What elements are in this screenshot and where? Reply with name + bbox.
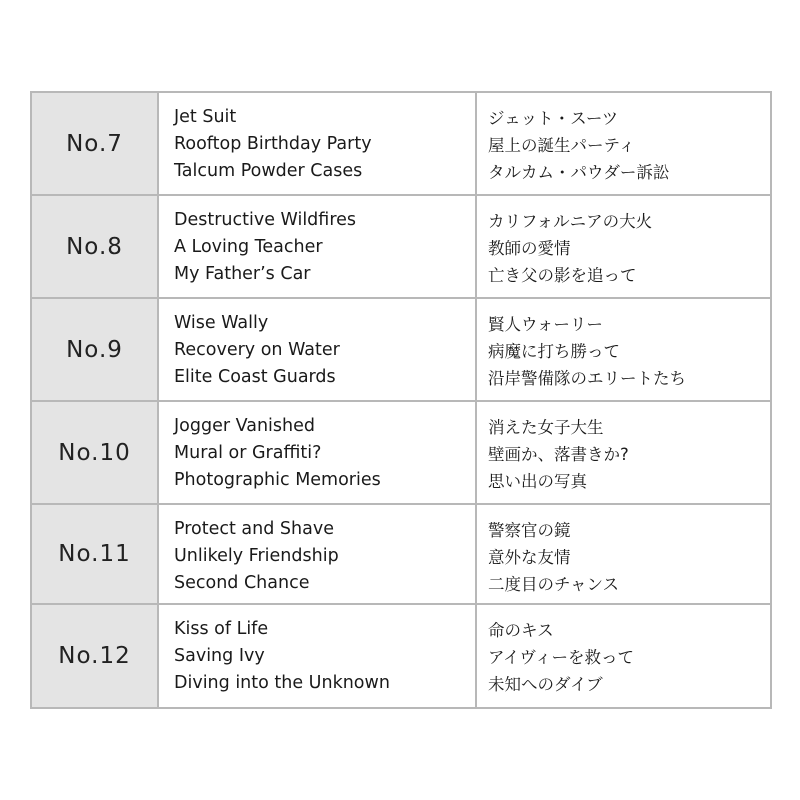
english-title: Photographic Memories bbox=[174, 470, 381, 490]
japanese-title: 教師の愛情 bbox=[488, 239, 571, 258]
table-row bbox=[31, 401, 771, 504]
english-title: My Father’s Car bbox=[174, 264, 311, 284]
english-titles-cell bbox=[158, 195, 476, 298]
english-title: Second Chance bbox=[174, 573, 310, 593]
english-title: Jet Suit bbox=[174, 107, 237, 127]
japanese-title: 未知へのダイブ bbox=[488, 675, 603, 694]
english-title: Mural or Graffiti? bbox=[174, 443, 322, 463]
japanese-titles-cell bbox=[476, 504, 771, 604]
english-titles-cell bbox=[158, 401, 476, 504]
episode-number: No.7 bbox=[31, 92, 158, 195]
japanese-title: 沿岸警備隊のエリートたち bbox=[488, 369, 686, 388]
japanese-title: 賢人ウォーリー bbox=[488, 315, 603, 334]
japanese-title: 壁画か、落書きか? bbox=[488, 445, 629, 464]
english-title: Recovery on Water bbox=[174, 340, 340, 360]
table-row bbox=[31, 195, 771, 298]
table-row bbox=[31, 92, 771, 195]
japanese-titles-cell bbox=[476, 92, 771, 195]
english-title: Unlikely Friendship bbox=[174, 546, 339, 566]
english-title: Saving Ivy bbox=[174, 646, 265, 666]
table-row bbox=[31, 504, 771, 604]
japanese-title: 思い出の写真 bbox=[488, 472, 587, 491]
japanese-title: アイヴィーを救って bbox=[488, 648, 635, 667]
english-titles-cell bbox=[158, 604, 476, 708]
english-titles-cell bbox=[158, 504, 476, 604]
episode-table bbox=[30, 91, 772, 709]
table-row bbox=[31, 298, 771, 401]
english-title: A Loving Teacher bbox=[174, 237, 323, 257]
japanese-title: 二度目のチャンス bbox=[488, 575, 620, 594]
japanese-title: 病魔に打ち勝って bbox=[488, 342, 620, 361]
english-title: Protect and Shave bbox=[174, 519, 334, 539]
english-title: Rooftop Birthday Party bbox=[174, 134, 372, 154]
table-row bbox=[31, 604, 771, 708]
english-titles-cell bbox=[158, 298, 476, 401]
episode-number: No.12 bbox=[31, 604, 158, 708]
japanese-title: ジェット・スーツ bbox=[488, 109, 619, 128]
english-title: Wise Wally bbox=[174, 313, 269, 333]
japanese-titles-cell bbox=[476, 195, 771, 298]
japanese-title: 命のキス bbox=[488, 621, 554, 640]
japanese-title: 亡き父の影を追って bbox=[488, 266, 637, 285]
japanese-title: 意外な友情 bbox=[488, 548, 571, 567]
japanese-title: 消えた女子大生 bbox=[488, 418, 604, 437]
episode-number: No.11 bbox=[31, 504, 158, 604]
english-title: Kiss of Life bbox=[174, 619, 269, 639]
japanese-title: 屋上の誕生パーティ bbox=[488, 136, 636, 155]
japanese-title: カリフォルニアの大火 bbox=[488, 212, 653, 231]
japanese-title: タルカム・パウダー訴訟 bbox=[488, 163, 670, 182]
english-titles-cell bbox=[158, 92, 476, 195]
english-title: Diving into the Unknown bbox=[174, 673, 390, 693]
english-title: Elite Coast Guards bbox=[174, 367, 336, 387]
english-title: Destructive Wildfires bbox=[174, 210, 357, 230]
english-title: Talcum Powder Cases bbox=[174, 161, 363, 181]
japanese-titles-cell bbox=[476, 298, 771, 401]
japanese-title: 警察官の鏡 bbox=[488, 521, 571, 540]
english-title: Jogger Vanished bbox=[174, 416, 315, 436]
japanese-titles-cell bbox=[476, 401, 771, 504]
episode-number: No.9 bbox=[31, 298, 158, 401]
episode-number: No.8 bbox=[31, 195, 158, 298]
japanese-titles-cell bbox=[476, 604, 771, 708]
episode-number: No.10 bbox=[31, 401, 158, 504]
